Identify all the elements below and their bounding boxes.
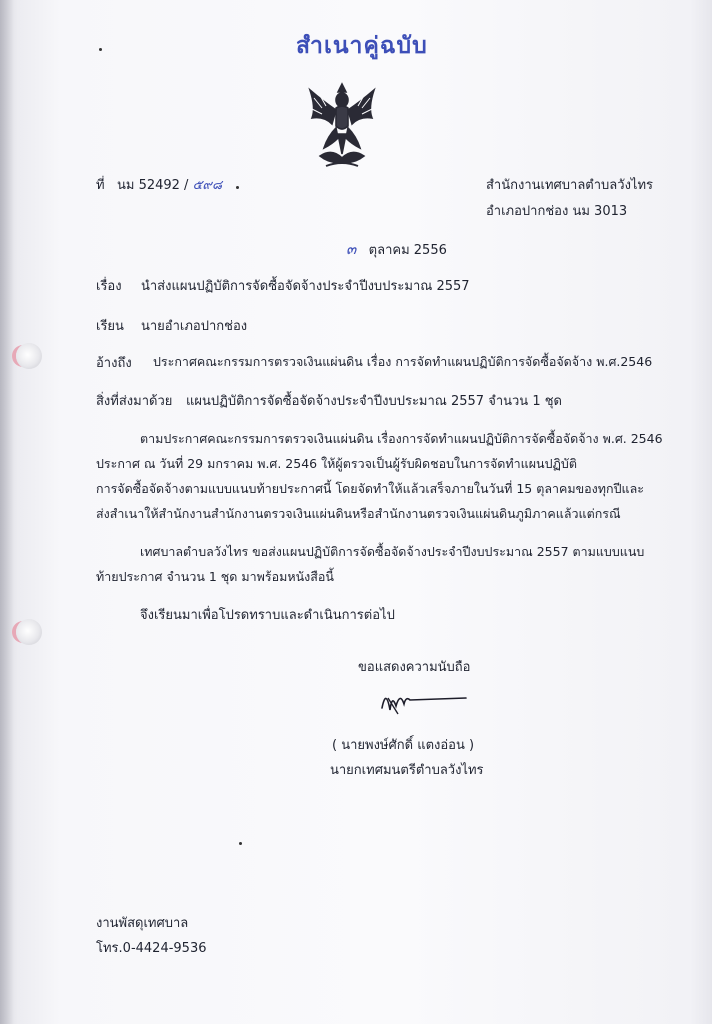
addressee-label: เรียน	[96, 319, 124, 334]
body-line: ตามประกาศคณะกรรมการตรวจเงินแผ่นดิน เรื่องการจัดทำแผนปฏิบัติการจัดซื้อจัดจ้าง พ.ศ. 2546	[140, 431, 663, 446]
punch-hole-bottom	[16, 619, 42, 645]
body-line: ท้ายประกาศ จำนวน 1 ชุด มาพร้อมหนังสือนี้	[96, 569, 334, 584]
handwritten-signature	[376, 680, 468, 720]
body-line: ประกาศ ณ วันที่ 29 มกราคม พ.ศ. 2546 ให้ผู้ตรวจเป็นผู้รับผิดชอบในการจัดทำแผนปฏิบัติ	[96, 456, 577, 471]
office-address: อำเภอปากช่อง นม 3013	[486, 204, 628, 219]
reference-number	[96, 174, 222, 195]
body-paragraph-1	[96, 426, 663, 526]
addressee-text: นายอำเภอปากช่อง	[141, 319, 248, 334]
document-date	[346, 237, 447, 261]
paper-speck	[99, 48, 102, 51]
body-line: ส่งสำเนาให้สำนักงานสำนักงานตรวจเงินแผ่นดินหรือสำนักงานตรวจเงินแผ่นดินภูมิภาคแล้วแต่กรณี	[96, 506, 621, 521]
footer-phone: โทร.0-4424-9536	[96, 941, 207, 956]
reference-code: นม 52492 /	[116, 178, 189, 193]
paper-speck	[236, 186, 239, 189]
subject-text: นำส่งแผนปฏิบัติการจัดซื้อจัดจ้างประจำปีงบประมาณ 2557	[141, 279, 470, 294]
enclosure-label: สิ่งที่ส่งมาด้วย	[96, 394, 173, 409]
body-line: เทศบาลตำบลวังไทร ขอส่งแผนปฏิบัติการจัดซื้อจัดจ้างประจำปีงบประมาณ 2557 ตามแบบแนบ	[140, 544, 645, 559]
paper-speck	[239, 842, 242, 845]
date-day-handwritten: ๓	[346, 240, 357, 258]
office-name: สำนักงานเทศบาลตำบลวังไทร	[486, 178, 654, 193]
body-paragraph-3: จึงเรียนมาเพื่อโปรดทราบและดำเนินการต่อไป	[140, 608, 395, 623]
footer-department: งานพัสดุเทศบาล	[96, 916, 189, 931]
punch-hole-top	[16, 343, 42, 369]
garuda-emblem-icon	[302, 78, 382, 174]
signatory-position: นายกเทศมนตรีตำบลวังไทร	[330, 763, 484, 778]
reference-handwritten-number: ๕๙๘	[192, 178, 222, 193]
reference-prefix: ที่	[96, 178, 105, 193]
copy-stamp: สำเนาคู่ฉบับ	[296, 33, 428, 59]
page-edge-shadow	[0, 0, 14, 1024]
body-paragraph-2	[96, 539, 644, 589]
closing-salutation: ขอแสดงความนับถือ	[358, 660, 471, 675]
enclosure-text: แผนปฏิบัติการจัดซื้อจัดจ้างประจำปีงบประมาณ 2557 จำนวน 1 ชุด	[186, 394, 562, 409]
reference-to-text: ประกาศคณะกรรมการตรวจเงินแผ่นดิน เรื่อง การจัดทำแผนปฏิบัติการจัดซื้อจัดจ้าง พ.ศ.2546	[153, 354, 653, 369]
reference-to-label: อ้างถึง	[96, 356, 132, 371]
subject-label: เรื่อง	[96, 279, 122, 294]
signatory-name: ( นายพงษ์ศักดิ์ แตงอ่อน )	[332, 738, 475, 753]
body-line: การจัดซื้อจัดจ้างตามแบบแนบท้ายประกาศนี้ โดยจัดทำให้แล้วเสร็จภายในวันที่ 15 ตุลาคมของทุกปีและ	[96, 481, 644, 496]
date-month-year: ตุลาคม 2556	[368, 243, 447, 258]
